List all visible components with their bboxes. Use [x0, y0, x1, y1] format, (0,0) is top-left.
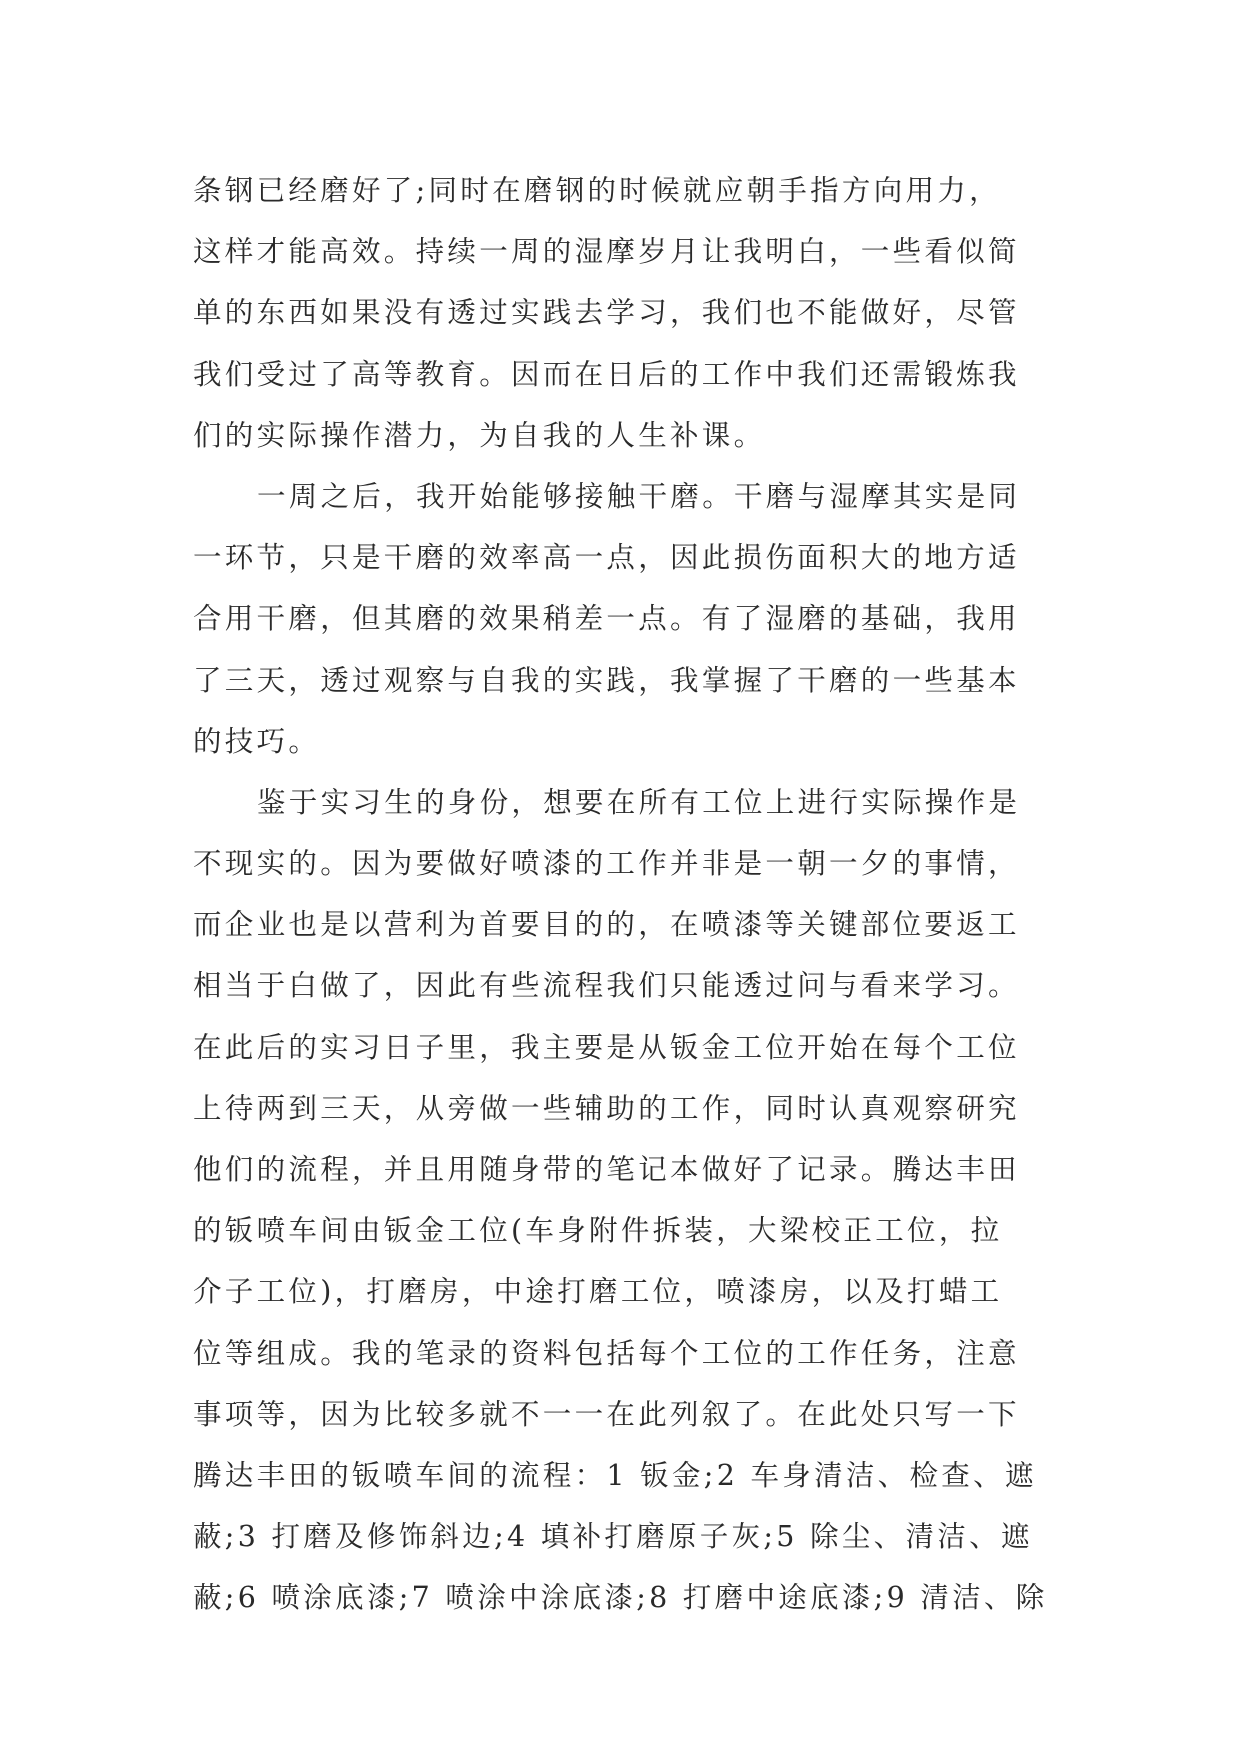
- text-line: 蔽;3 打磨及修饰斜边;4 填补打磨原子灰;5 除尘、清洁、遮: [193, 1520, 1033, 1554]
- text-line: 在此后的实习日子里，我主要是从钣金工位开始在每个工位: [193, 1030, 1020, 1064]
- paragraph-1: [193, 160, 1073, 466]
- document-body: [193, 160, 1073, 1629]
- text-line: 条钢已经磨好了;同时在磨钢的时候就应朝手指方向用力，: [193, 174, 1001, 207]
- text-line: 而企业也是以营利为首要目的的，在喷漆等关键部位要返工: [193, 908, 1020, 942]
- text-line: 的技巧。: [193, 724, 321, 758]
- paragraph-2: [193, 466, 1073, 772]
- text-line: 上待两到三天，从旁做一些辅助的工作，同时认真观察研究: [193, 1091, 1020, 1125]
- text-line: 不现实的。因为要做好喷漆的工作并非是一朝一夕的事情，: [193, 847, 1020, 881]
- text-line: 相当于白做了，因此有些流程我们只能透过问与看来学习。: [193, 969, 1020, 1003]
- text-line: 鉴于实习生的身份，想要在所有工位上进行实际操作是: [257, 785, 1021, 819]
- text-line: 蔽;6 喷涂底漆;7 喷涂中涂底漆;8 打磨中途底漆;9 清洁、除: [193, 1581, 1048, 1615]
- text-line: 们的实际操作潜力，为自我的人生补课。: [193, 418, 766, 452]
- text-line: 一周之后，我开始能够接触干磨。干磨与湿摩其实是同: [257, 479, 1021, 513]
- text-line: 事项等，因为比较多就不一一在此列叙了。在此处只写一下: [193, 1397, 1020, 1431]
- text-line: 位等组成。我的笔录的资料包括每个工位的工作任务，注意: [193, 1336, 1020, 1370]
- text-line: 腾达丰田的钣喷车间的流程：1 钣金;2 车身清洁、检查、遮: [193, 1458, 1037, 1492]
- paragraph-3: [193, 772, 1073, 1629]
- text-line: 一环节，只是干磨的效率高一点，因此损伤面积大的地方适: [193, 541, 1020, 575]
- text-line: 单的东西如果没有透过实践去学习，我们也不能做好，尽管: [193, 296, 1020, 330]
- text-line: 合用干磨，但其磨的效果稍差一点。有了湿磨的基础，我用: [193, 602, 1020, 636]
- text-line: 了三天，透过观察与自我的实践，我掌握了干磨的一些基本: [193, 663, 1020, 697]
- text-line: 我们受过了高等教育。因而在日后的工作中我们还需锻炼我: [193, 357, 1020, 391]
- text-line: 他们的流程，并且用随身带的笔记本做好了记录。腾达丰田: [193, 1153, 1020, 1186]
- text-line: 介子工位)，打磨房，中途打磨工位，喷漆房，以及打蜡工: [193, 1275, 1003, 1309]
- text-line: 的钣喷车间由钣金工位(车身附件拆装，大梁校正工位，拉: [193, 1214, 1003, 1248]
- text-line: 这样才能高效。持续一周的湿摩岁月让我明白，一些看似简: [193, 235, 1020, 269]
